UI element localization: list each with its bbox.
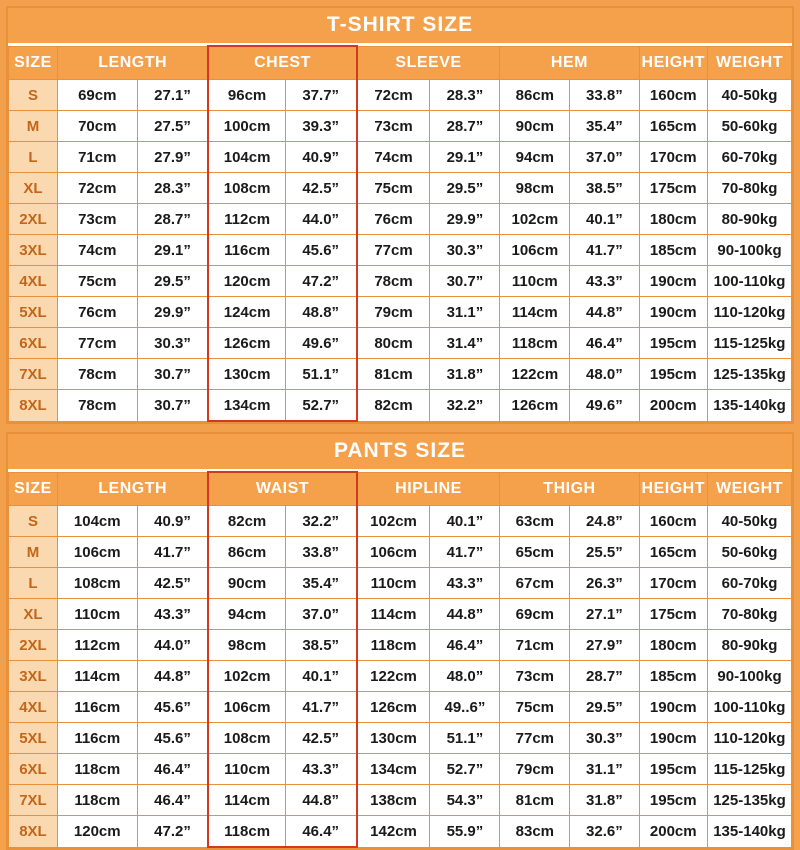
tshirt-cell: 31.8” bbox=[430, 359, 500, 390]
tshirt-cell: 78cm bbox=[57, 390, 137, 422]
tshirt-cell: 78cm bbox=[57, 359, 137, 390]
pants-cell: 125-135kg bbox=[708, 785, 792, 816]
pants-cell: 118cm bbox=[57, 754, 137, 785]
tshirt-cell: 77cm bbox=[357, 235, 430, 266]
tshirt-size-label: 3XL bbox=[9, 235, 58, 266]
table-row bbox=[9, 661, 792, 692]
tshirt-header-hem: HEM bbox=[500, 46, 639, 80]
pants-cell: 102cm bbox=[208, 661, 285, 692]
tshirt-cell: 126cm bbox=[208, 328, 285, 359]
pants-cell: 43.3” bbox=[430, 568, 500, 599]
pants-cell: 44.0” bbox=[137, 630, 208, 661]
tshirt-cell: 195cm bbox=[639, 359, 708, 390]
pants-cell: 195cm bbox=[639, 785, 708, 816]
table-row bbox=[9, 80, 792, 111]
tshirt-cell: 52.7” bbox=[285, 390, 356, 422]
tshirt-cell: 125-135kg bbox=[708, 359, 792, 390]
pants-cell: 46.4” bbox=[430, 630, 500, 661]
tshirt-cell: 44.0” bbox=[285, 204, 356, 235]
tshirt-cell: 75cm bbox=[57, 266, 137, 297]
pants-cell: 70-80kg bbox=[708, 599, 792, 630]
tshirt-cell: 29.5” bbox=[430, 173, 500, 204]
pants-table-head bbox=[9, 472, 792, 506]
tshirt-cell: 115-125kg bbox=[708, 328, 792, 359]
tshirt-cell: 160cm bbox=[639, 80, 708, 111]
tshirt-cell: 60-70kg bbox=[708, 142, 792, 173]
pants-cell: 83cm bbox=[500, 816, 570, 848]
pants-cell: 112cm bbox=[57, 630, 137, 661]
tshirt-cell: 75cm bbox=[357, 173, 430, 204]
pants-cell: 115-125kg bbox=[708, 754, 792, 785]
tshirt-cell: 170cm bbox=[639, 142, 708, 173]
pants-cell: 31.1” bbox=[570, 754, 639, 785]
pants-cell: 30.3” bbox=[570, 723, 639, 754]
pants-size-label: L bbox=[9, 568, 58, 599]
tshirt-table-head bbox=[9, 46, 792, 80]
tshirt-cell: 81cm bbox=[357, 359, 430, 390]
pants-size-label: XL bbox=[9, 599, 58, 630]
tshirt-size-card bbox=[6, 6, 794, 424]
pants-cell: 44.8” bbox=[430, 599, 500, 630]
tshirt-cell: 72cm bbox=[57, 173, 137, 204]
tshirt-cell: 124cm bbox=[208, 297, 285, 328]
tshirt-cell: 27.9” bbox=[137, 142, 208, 173]
table-row bbox=[9, 173, 792, 204]
table-row bbox=[9, 568, 792, 599]
tshirt-cell: 80-90kg bbox=[708, 204, 792, 235]
pants-size-label: 4XL bbox=[9, 692, 58, 723]
pants-cell: 41.7” bbox=[285, 692, 356, 723]
tshirt-cell: 31.1” bbox=[430, 297, 500, 328]
pants-cell: 195cm bbox=[639, 754, 708, 785]
tshirt-cell: 73cm bbox=[357, 111, 430, 142]
pants-cell: 33.8” bbox=[285, 537, 356, 568]
tshirt-cell: 76cm bbox=[357, 204, 430, 235]
pants-cell: 90cm bbox=[208, 568, 285, 599]
tshirt-cell: 98cm bbox=[500, 173, 570, 204]
pants-size-label: 7XL bbox=[9, 785, 58, 816]
pants-cell: 46.4” bbox=[285, 816, 356, 848]
tshirt-header-height: HEIGHT bbox=[639, 46, 708, 80]
table-row bbox=[9, 235, 792, 266]
tshirt-cell: 44.8” bbox=[570, 297, 639, 328]
pants-cell: 55.9” bbox=[430, 816, 500, 848]
tshirt-cell: 90-100kg bbox=[708, 235, 792, 266]
tshirt-size-label: 5XL bbox=[9, 297, 58, 328]
tshirt-cell: 71cm bbox=[57, 142, 137, 173]
pants-cell: 190cm bbox=[639, 723, 708, 754]
tshirt-cell: 185cm bbox=[639, 235, 708, 266]
pants-cell: 116cm bbox=[57, 723, 137, 754]
pants-cell: 41.7” bbox=[430, 537, 500, 568]
tshirt-cell: 94cm bbox=[500, 142, 570, 173]
tshirt-cell: 29.1” bbox=[137, 235, 208, 266]
table-row bbox=[9, 599, 792, 630]
pants-cell: 116cm bbox=[57, 692, 137, 723]
pants-header-hipline: HIPLINE bbox=[357, 472, 500, 506]
pants-cell: 43.3” bbox=[137, 599, 208, 630]
table-row bbox=[9, 816, 792, 848]
tshirt-cell: 77cm bbox=[57, 328, 137, 359]
tshirt-cell: 114cm bbox=[500, 297, 570, 328]
pants-cell: 44.8” bbox=[285, 785, 356, 816]
tshirt-cell: 102cm bbox=[500, 204, 570, 235]
pants-cell: 82cm bbox=[208, 506, 285, 537]
pants-size-label: 8XL bbox=[9, 816, 58, 848]
pants-cell: 165cm bbox=[639, 537, 708, 568]
pants-cell: 106cm bbox=[357, 537, 430, 568]
tshirt-cell: 116cm bbox=[208, 235, 285, 266]
pants-cell: 190cm bbox=[639, 692, 708, 723]
tshirt-cell: 48.0” bbox=[570, 359, 639, 390]
pants-size-label: 6XL bbox=[9, 754, 58, 785]
pants-size-label: S bbox=[9, 506, 58, 537]
pants-cell: 31.8” bbox=[570, 785, 639, 816]
pants-header-height: HEIGHT bbox=[639, 472, 708, 506]
tshirt-cell: 120cm bbox=[208, 266, 285, 297]
tshirt-cell: 49.6” bbox=[570, 390, 639, 422]
pants-cell: 114cm bbox=[57, 661, 137, 692]
table-row bbox=[9, 204, 792, 235]
tshirt-header-sleeve: SLEEVE bbox=[357, 46, 500, 80]
pants-cell: 100-110kg bbox=[708, 692, 792, 723]
pants-cell: 37.0” bbox=[285, 599, 356, 630]
tshirt-cell: 47.2” bbox=[285, 266, 356, 297]
pants-cell: 77cm bbox=[500, 723, 570, 754]
tshirt-cell: 46.4” bbox=[570, 328, 639, 359]
tshirt-header-row bbox=[9, 46, 792, 80]
pants-cell: 40.1” bbox=[430, 506, 500, 537]
tshirt-cell: 112cm bbox=[208, 204, 285, 235]
pants-header-length: LENGTH bbox=[57, 472, 208, 506]
pants-cell: 45.6” bbox=[137, 692, 208, 723]
pants-cell: 86cm bbox=[208, 537, 285, 568]
tshirt-cell: 40.1” bbox=[570, 204, 639, 235]
table-row bbox=[9, 359, 792, 390]
pants-header-size: SIZE bbox=[9, 472, 58, 506]
table-row bbox=[9, 754, 792, 785]
tshirt-size-label: 6XL bbox=[9, 328, 58, 359]
tshirt-cell: 100-110kg bbox=[708, 266, 792, 297]
pants-cell: 130cm bbox=[357, 723, 430, 754]
pants-cell: 48.0” bbox=[430, 661, 500, 692]
tshirt-cell: 126cm bbox=[500, 390, 570, 422]
pants-cell: 110cm bbox=[357, 568, 430, 599]
tshirt-header-weight: WEIGHT bbox=[708, 46, 792, 80]
tshirt-cell: 76cm bbox=[57, 297, 137, 328]
pants-cell: 94cm bbox=[208, 599, 285, 630]
pants-cell: 102cm bbox=[357, 506, 430, 537]
tshirt-cell: 42.5” bbox=[285, 173, 356, 204]
pants-header-waist: WAIST bbox=[208, 472, 356, 506]
tshirt-cell: 28.3” bbox=[137, 173, 208, 204]
table-row bbox=[9, 723, 792, 754]
table-row bbox=[9, 142, 792, 173]
tshirt-cell: 122cm bbox=[500, 359, 570, 390]
tshirt-cell: 29.5” bbox=[137, 266, 208, 297]
pants-cell: 114cm bbox=[208, 785, 285, 816]
pants-cell: 104cm bbox=[57, 506, 137, 537]
pants-cell: 160cm bbox=[639, 506, 708, 537]
pants-cell: 120cm bbox=[57, 816, 137, 848]
tshirt-cell: 30.7” bbox=[137, 390, 208, 422]
tshirt-cell: 69cm bbox=[57, 80, 137, 111]
tshirt-cell: 30.7” bbox=[430, 266, 500, 297]
pants-cell: 79cm bbox=[500, 754, 570, 785]
pants-cell: 35.4” bbox=[285, 568, 356, 599]
tshirt-cell: 86cm bbox=[500, 80, 570, 111]
pants-cell: 25.5” bbox=[570, 537, 639, 568]
pants-cell: 90-100kg bbox=[708, 661, 792, 692]
pants-cell: 40-50kg bbox=[708, 506, 792, 537]
tshirt-cell: 51.1” bbox=[285, 359, 356, 390]
pants-cell: 118cm bbox=[208, 816, 285, 848]
pants-cell: 52.7” bbox=[430, 754, 500, 785]
tshirt-cell: 43.3” bbox=[570, 266, 639, 297]
tshirt-cell: 190cm bbox=[639, 297, 708, 328]
pants-cell: 46.4” bbox=[137, 754, 208, 785]
pants-cell: 27.1” bbox=[570, 599, 639, 630]
pants-cell: 40.1” bbox=[285, 661, 356, 692]
pants-cell: 67cm bbox=[500, 568, 570, 599]
pants-header-row bbox=[9, 472, 792, 506]
tshirt-cell: 74cm bbox=[57, 235, 137, 266]
tshirt-cell: 45.6” bbox=[285, 235, 356, 266]
pants-cell: 43.3” bbox=[285, 754, 356, 785]
tshirt-cell: 104cm bbox=[208, 142, 285, 173]
tshirt-cell: 28.3” bbox=[430, 80, 500, 111]
tshirt-cell: 90cm bbox=[500, 111, 570, 142]
tshirt-table-title: T-SHIRT SIZE bbox=[8, 8, 792, 45]
tshirt-cell: 180cm bbox=[639, 204, 708, 235]
tshirt-cell: 35.4” bbox=[570, 111, 639, 142]
tshirt-table-body bbox=[9, 80, 792, 422]
tshirt-cell: 33.8” bbox=[570, 80, 639, 111]
pants-cell: 41.7” bbox=[137, 537, 208, 568]
tshirt-cell: 118cm bbox=[500, 328, 570, 359]
pants-cell: 71cm bbox=[500, 630, 570, 661]
pants-cell: 142cm bbox=[357, 816, 430, 848]
pants-cell: 27.9” bbox=[570, 630, 639, 661]
tshirt-size-label: 7XL bbox=[9, 359, 58, 390]
table-row bbox=[9, 297, 792, 328]
pants-cell: 24.8” bbox=[570, 506, 639, 537]
pants-size-label: 3XL bbox=[9, 661, 58, 692]
tshirt-cell: 74cm bbox=[357, 142, 430, 173]
pants-cell: 200cm bbox=[639, 816, 708, 848]
tshirt-cell: 29.1” bbox=[430, 142, 500, 173]
tshirt-cell: 106cm bbox=[500, 235, 570, 266]
pants-cell: 110cm bbox=[208, 754, 285, 785]
tshirt-cell: 37.7” bbox=[285, 80, 356, 111]
pants-cell: 54.3” bbox=[430, 785, 500, 816]
table-row bbox=[9, 266, 792, 297]
pants-cell: 108cm bbox=[208, 723, 285, 754]
tshirt-cell: 200cm bbox=[639, 390, 708, 422]
pants-cell: 46.4” bbox=[137, 785, 208, 816]
tshirt-size-label: 2XL bbox=[9, 204, 58, 235]
tshirt-cell: 130cm bbox=[208, 359, 285, 390]
pants-cell: 26.3” bbox=[570, 568, 639, 599]
pants-cell: 42.5” bbox=[137, 568, 208, 599]
pants-cell: 75cm bbox=[500, 692, 570, 723]
table-row bbox=[9, 390, 792, 422]
table-row bbox=[9, 630, 792, 661]
pants-size-card bbox=[6, 432, 794, 850]
tshirt-cell: 195cm bbox=[639, 328, 708, 359]
tshirt-size-label: 8XL bbox=[9, 390, 58, 422]
pants-table-body bbox=[9, 506, 792, 848]
pants-cell: 98cm bbox=[208, 630, 285, 661]
pants-cell: 51.1” bbox=[430, 723, 500, 754]
tshirt-cell: 79cm bbox=[357, 297, 430, 328]
table-row bbox=[9, 328, 792, 359]
pants-cell: 106cm bbox=[57, 537, 137, 568]
tshirt-cell: 28.7” bbox=[430, 111, 500, 142]
tshirt-cell: 40-50kg bbox=[708, 80, 792, 111]
table-row bbox=[9, 692, 792, 723]
pants-cell: 63cm bbox=[500, 506, 570, 537]
tshirt-cell: 30.3” bbox=[430, 235, 500, 266]
tshirt-cell: 31.4” bbox=[430, 328, 500, 359]
pants-cell: 122cm bbox=[357, 661, 430, 692]
pants-cell: 134cm bbox=[357, 754, 430, 785]
pants-cell: 40.9” bbox=[137, 506, 208, 537]
pants-cell: 47.2” bbox=[137, 816, 208, 848]
pants-cell: 138cm bbox=[357, 785, 430, 816]
pants-cell: 65cm bbox=[500, 537, 570, 568]
pants-cell: 73cm bbox=[500, 661, 570, 692]
table-row bbox=[9, 785, 792, 816]
tshirt-cell: 80cm bbox=[357, 328, 430, 359]
tshirt-cell: 41.7” bbox=[570, 235, 639, 266]
pants-cell: 170cm bbox=[639, 568, 708, 599]
tshirt-cell: 110cm bbox=[500, 266, 570, 297]
tshirt-header-chest: CHEST bbox=[208, 46, 356, 80]
pants-size-label: M bbox=[9, 537, 58, 568]
pants-cell: 108cm bbox=[57, 568, 137, 599]
tshirt-header-size: SIZE bbox=[9, 46, 58, 80]
tshirt-cell: 165cm bbox=[639, 111, 708, 142]
tshirt-cell: 39.3” bbox=[285, 111, 356, 142]
tshirt-cell: 29.9” bbox=[137, 297, 208, 328]
tshirt-cell: 70-80kg bbox=[708, 173, 792, 204]
tshirt-cell: 110-120kg bbox=[708, 297, 792, 328]
tshirt-cell: 175cm bbox=[639, 173, 708, 204]
pants-cell: 180cm bbox=[639, 630, 708, 661]
table-row bbox=[9, 537, 792, 568]
pants-cell: 28.7” bbox=[570, 661, 639, 692]
tshirt-cell: 134cm bbox=[208, 390, 285, 422]
tshirt-cell: 72cm bbox=[357, 80, 430, 111]
pants-cell: 81cm bbox=[500, 785, 570, 816]
pants-cell: 60-70kg bbox=[708, 568, 792, 599]
tshirt-cell: 50-60kg bbox=[708, 111, 792, 142]
pants-table-title: PANTS SIZE bbox=[8, 434, 792, 471]
tshirt-header-length: LENGTH bbox=[57, 46, 208, 80]
tshirt-cell: 32.2” bbox=[430, 390, 500, 422]
pants-cell: 49..6” bbox=[430, 692, 500, 723]
tshirt-cell: 38.5” bbox=[570, 173, 639, 204]
tshirt-size-label: S bbox=[9, 80, 58, 111]
tshirt-size-label: XL bbox=[9, 173, 58, 204]
pants-cell: 110-120kg bbox=[708, 723, 792, 754]
pants-header-weight: WEIGHT bbox=[708, 472, 792, 506]
pants-cell: 38.5” bbox=[285, 630, 356, 661]
tshirt-cell: 135-140kg bbox=[708, 390, 792, 422]
tshirt-cell: 30.7” bbox=[137, 359, 208, 390]
table-row bbox=[9, 111, 792, 142]
pants-cell: 32.2” bbox=[285, 506, 356, 537]
pants-cell: 175cm bbox=[639, 599, 708, 630]
tshirt-cell: 27.5” bbox=[137, 111, 208, 142]
pants-cell: 185cm bbox=[639, 661, 708, 692]
tshirt-cell: 37.0” bbox=[570, 142, 639, 173]
tshirt-cell: 27.1” bbox=[137, 80, 208, 111]
pants-cell: 45.6” bbox=[137, 723, 208, 754]
pants-cell: 135-140kg bbox=[708, 816, 792, 848]
pants-cell: 29.5” bbox=[570, 692, 639, 723]
tshirt-cell: 96cm bbox=[208, 80, 285, 111]
table-row bbox=[9, 506, 792, 537]
pants-cell: 110cm bbox=[57, 599, 137, 630]
pants-cell: 126cm bbox=[357, 692, 430, 723]
tshirt-cell: 78cm bbox=[357, 266, 430, 297]
tshirt-cell: 30.3” bbox=[137, 328, 208, 359]
tshirt-cell: 48.8” bbox=[285, 297, 356, 328]
pants-size-table bbox=[8, 471, 792, 848]
pants-cell: 44.8” bbox=[137, 661, 208, 692]
tshirt-size-table bbox=[8, 45, 792, 422]
tshirt-cell: 49.6” bbox=[285, 328, 356, 359]
tshirt-cell: 28.7” bbox=[137, 204, 208, 235]
pants-cell: 118cm bbox=[57, 785, 137, 816]
tshirt-size-label: M bbox=[9, 111, 58, 142]
tshirt-cell: 29.9” bbox=[430, 204, 500, 235]
pants-cell: 42.5” bbox=[285, 723, 356, 754]
tshirt-cell: 190cm bbox=[639, 266, 708, 297]
tshirt-cell: 73cm bbox=[57, 204, 137, 235]
tshirt-cell: 70cm bbox=[57, 111, 137, 142]
pants-header-thigh: THIGH bbox=[500, 472, 639, 506]
pants-size-label: 2XL bbox=[9, 630, 58, 661]
pants-cell: 69cm bbox=[500, 599, 570, 630]
pants-size-label: 5XL bbox=[9, 723, 58, 754]
pants-cell: 114cm bbox=[357, 599, 430, 630]
pants-cell: 118cm bbox=[357, 630, 430, 661]
tshirt-size-label: 4XL bbox=[9, 266, 58, 297]
tshirt-cell: 82cm bbox=[357, 390, 430, 422]
tshirt-cell: 40.9” bbox=[285, 142, 356, 173]
tshirt-cell: 108cm bbox=[208, 173, 285, 204]
pants-cell: 32.6” bbox=[570, 816, 639, 848]
pants-cell: 80-90kg bbox=[708, 630, 792, 661]
tshirt-cell: 100cm bbox=[208, 111, 285, 142]
tshirt-size-label: L bbox=[9, 142, 58, 173]
pants-cell: 106cm bbox=[208, 692, 285, 723]
pants-cell: 50-60kg bbox=[708, 537, 792, 568]
